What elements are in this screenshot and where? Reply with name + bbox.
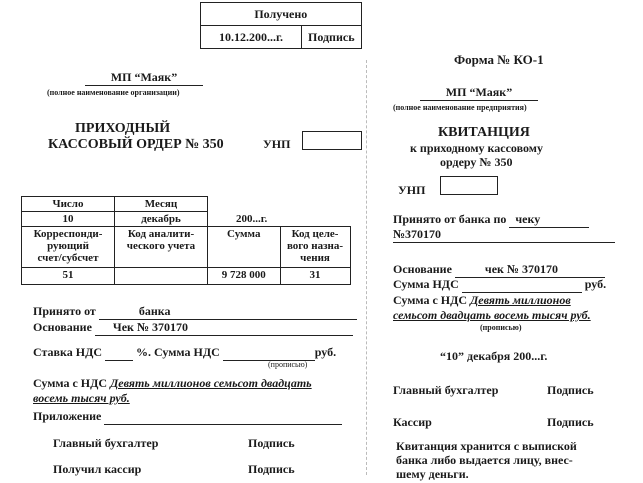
receipt-basis-row: Основание чек № 370170 <box>393 262 605 278</box>
total-row-1: Сумма с НДС Девять миллионов семьсот двадцать <box>33 376 312 390</box>
order-cashier-received: Получил кассир <box>53 462 142 476</box>
receipt-chief-accountant: Главный бухгалтер <box>393 383 499 397</box>
total-row-2: восемь тысяч руб. <box>33 391 130 405</box>
order-h-purpose: Код целе- вого назна- чения <box>280 227 350 268</box>
receipt-note-2: банка либо выдается лицу, внес- <box>396 453 573 467</box>
order-table <box>21 196 351 285</box>
stamp-date: 10.12.200...г. <box>201 26 302 49</box>
vat-in-words-caption: (прописью) <box>268 360 308 369</box>
receipt-note-3: шему деньги. <box>396 467 469 481</box>
receipt-subtitle-1: к приходному кассовому <box>410 141 543 155</box>
order-title-line2: КАССОВЫЙ ОРДЕР № 350 <box>48 137 224 152</box>
receipt-title: КВИТАНЦИЯ <box>438 125 530 140</box>
receipt-form-label: Форма № КО-1 <box>454 52 544 67</box>
receipt-chief-signature: Подпись <box>547 383 594 397</box>
order-h-analytic: Код аналити- ческого учета <box>115 227 208 268</box>
order-h-sum: Сумма <box>208 227 281 268</box>
order-h-month: Месяц <box>115 197 208 212</box>
receipt-unp-field[interactable] <box>440 176 498 195</box>
order-unp-field[interactable] <box>302 131 362 150</box>
stamp-received-label: Получено <box>201 3 362 26</box>
receipt-cashier-signature: Подпись <box>547 415 594 429</box>
order-chief-accountant: Главный бухгалтер <box>53 436 159 450</box>
order-title-line1: ПРИХОДНЫЙ <box>75 121 171 136</box>
order-h-account: Корреспонди- рующий счет/субсчет <box>22 227 115 268</box>
received-from-row: Принято от банка <box>33 304 357 320</box>
order-day: 10 <box>22 212 115 227</box>
receipt-total-row-2: семьсот двадцать восемь тысяч руб. <box>393 308 591 322</box>
order-account: 51 <box>22 268 115 285</box>
receipt-subtitle-2: ордеру № 350 <box>440 155 513 169</box>
order-cashier-signature: Подпись <box>248 462 295 476</box>
order-year: 200...г. <box>236 212 268 225</box>
receipt-check-row: №370170 <box>393 227 615 243</box>
basis-row: Основание Чек № 370170 <box>33 320 353 336</box>
order-purpose: 31 <box>280 268 350 285</box>
cut-line <box>366 60 367 475</box>
order-sum: 9 728 000 <box>208 268 281 285</box>
order-org-name: МП “Маяк” <box>85 70 203 86</box>
receipt-cashier: Кассир <box>393 415 432 429</box>
vat-row: Ставка НДС %. Сумма НДС руб. <box>33 345 337 359</box>
received-stamp <box>200 2 362 49</box>
stamp-signature: Подпись <box>302 26 362 49</box>
order-unp-label: УНП <box>263 137 291 151</box>
receipt-total-row-1: Сумма с НДС Девять миллионов <box>393 293 571 307</box>
receipt-from-bank-row: Принято от банка по чеку <box>393 212 589 228</box>
order-org-caption: (полное наименование организации) <box>47 88 180 97</box>
order-h-day: Число <box>22 197 115 212</box>
receipt-org-name: МП “Маяк” <box>420 85 538 101</box>
receipt-org-caption: (полное наименование предприятия) <box>393 103 527 112</box>
receipt-unp-label: УНП <box>398 183 426 197</box>
order-month: декабрь <box>115 212 208 227</box>
receipt-vat-row: Сумма НДС руб. <box>393 277 607 291</box>
order-chief-signature: Подпись <box>248 436 295 450</box>
receipt-in-words-caption: (прописью) <box>480 323 522 332</box>
attachment-row: Приложение <box>33 409 342 425</box>
order-analytic <box>115 268 208 285</box>
receipt-date-line: “10” декабря 200...г. <box>440 349 548 363</box>
receipt-note-1: Квитанция хранится с выпиской <box>396 439 577 453</box>
